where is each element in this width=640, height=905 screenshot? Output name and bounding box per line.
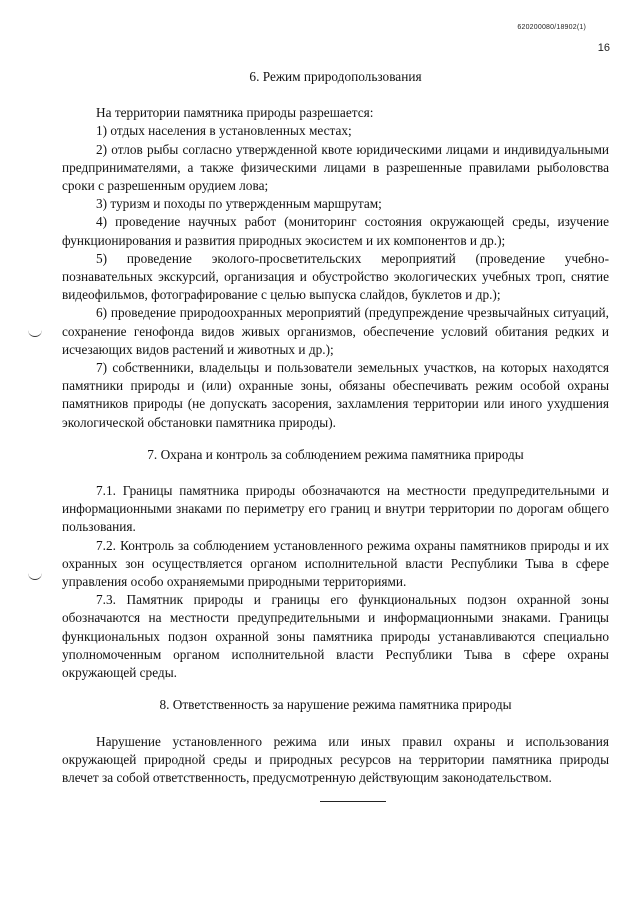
section-7-title: 7. Охрана и контроль за соблюдением режима памятника природы (147, 446, 524, 462)
margin-mark (28, 330, 42, 337)
section-6-item: 6) проведение природоохранных мероприятий (предупреждение чрезвычайных ситуаций, сохранение генофонда видов живых организмов, обеспечение условий обитания редких и исчезающих видов растений и животных и др.); (62, 305, 609, 357)
margin-mark (28, 573, 42, 580)
section-8-paragraph: Нарушение установленного режима или иных правил охраны и использования окружающей природной среды и природных ресурсов на территории памятника природы влечет за собой ответственность, предусмотренную действующим законодательством. (62, 733, 609, 785)
section-6-title: 6. Режим природопользования (249, 69, 422, 84)
section-8-title: 8. Ответственность за нарушение режима памятника природы (159, 697, 512, 713)
section-7-paragraph: 7.3. Памятник природы и границы его функциональных подзон охранной зоны обозначаются на местности предупредительными и информационными знаками. Границы функциональных подзон охранной зоны памятника природы устанавливаются специально уполномоченным органом исполнительной власти Республики Тыва в сфере охраны окружающей среды. (62, 592, 609, 681)
section-7-paragraph: 7.1. Границы памятника природы обозначаются на местности предупредительными и информационными знаками по периметру его границ и внутри территории по дорогам общего пользования. (62, 483, 609, 535)
section-6-intro: На территории памятника природы разрешается: (96, 105, 374, 121)
document-body (62, 68, 609, 802)
section-6-item: 1) отдых населения в установленных местах; (96, 123, 352, 139)
page-number: 16 (597, 42, 610, 54)
end-rule (320, 801, 386, 802)
section-6-item: 5) проведение эколого-просветительских мероприятий (проведение учебно-познавательных экскурсий, организация и обустройство экологических учебных троп, снятие видеофильмов, фотографирование с целью выпуска слайдов, буклетов и др.); (62, 250, 609, 303)
section-6-item: 4) проведение научных работ (мониторинг состояния окружающей среды, изучение функционирования и развития природных экосистем и их компонентов и др.); (62, 214, 609, 248)
section-7-paragraph: 7.2. Контроль за соблюдением установленного режима охраны памятников природы и их охранных зон осуществляется органом исполнительной власти Республики Тыва в сфере управления особо охраняемыми природными территориями. (62, 537, 609, 590)
section-6-item: 3) туризм и походы по утвержденным маршрутам; (96, 196, 382, 212)
section-6-item: 2) отлов рыбы согласно утвержденной квоте юридическими лицами и индивидуальными предпринимателями, а также физическими лицами в разрешенные правилами рыболовства сроки с разрешенным орудием лова; (62, 141, 609, 194)
document-code: 620200080/18902(1) (517, 24, 586, 31)
section-6-item: 7) собственники, владельцы и пользователи земельных участков, на которых находятся памятники природы и (или) охранные зоны, обязаны обеспечивать режим особой охраны памятников природы (не допускать засорения, захламления территории или иного ухудшения экологической обстановки памятника природы). (62, 360, 609, 430)
